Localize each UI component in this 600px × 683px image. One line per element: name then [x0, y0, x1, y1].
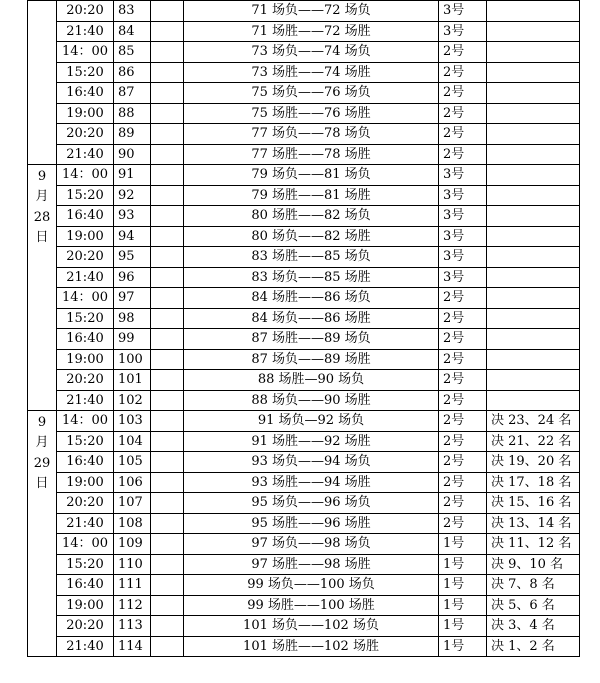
date-char: 9 [37, 169, 47, 184]
ranking-cell [487, 390, 580, 411]
time-cell: 20:20 [57, 616, 114, 637]
matchup-cell: 97 场胜——98 场胜 [184, 554, 439, 575]
blank-cell [151, 411, 184, 432]
table-row [28, 247, 580, 268]
match-number-cell: 89 [114, 124, 151, 145]
blank-cell [151, 288, 184, 309]
match-number-cell: 97 [114, 288, 151, 309]
court-cell: 3号 [439, 165, 487, 186]
ranking-cell [487, 370, 580, 391]
blank-cell [151, 493, 184, 514]
table-row [28, 42, 580, 63]
ranking-cell: 决 23、24 名 [487, 411, 580, 432]
table-row [28, 124, 580, 145]
matchup-cell: 101 场胜——102 场胜 [184, 636, 439, 657]
date-char: 9 [37, 415, 47, 430]
match-number-cell: 83 [114, 1, 151, 22]
time-cell: 14：00 [57, 42, 114, 63]
matchup-cell: 95 场负——96 场负 [184, 493, 439, 514]
match-number-cell: 104 [114, 431, 151, 452]
time-cell: 19:00 [57, 226, 114, 247]
blank-cell [151, 329, 184, 350]
match-number-cell: 93 [114, 206, 151, 227]
schedule-body [28, 1, 580, 657]
blank-cell [151, 595, 184, 616]
blank-cell [151, 349, 184, 370]
blank-cell [151, 124, 184, 145]
time-cell: 16:40 [57, 206, 114, 227]
court-cell: 2号 [439, 513, 487, 534]
ranking-cell [487, 349, 580, 370]
matchup-cell: 99 场胜——100 场胜 [184, 595, 439, 616]
match-number-cell: 90 [114, 144, 151, 165]
time-cell: 16:40 [57, 83, 114, 104]
ranking-cell [487, 206, 580, 227]
ranking-cell: 决 5、6 名 [487, 595, 580, 616]
matchup-cell: 80 场负——82 场胜 [184, 226, 439, 247]
match-number-cell: 112 [114, 595, 151, 616]
court-cell: 2号 [439, 431, 487, 452]
matchup-cell: 71 场负——72 场负 [184, 1, 439, 22]
blank-cell [151, 554, 184, 575]
date-char: 28 [33, 209, 51, 225]
schedule-table [27, 0, 580, 657]
match-number-cell: 95 [114, 247, 151, 268]
time-cell: 21:40 [57, 144, 114, 165]
court-cell: 1号 [439, 534, 487, 555]
match-number-cell: 91 [114, 165, 151, 186]
table-row [28, 493, 580, 514]
ranking-cell [487, 185, 580, 206]
blank-cell [151, 616, 184, 637]
table-row [28, 308, 580, 329]
date-char: 日 [35, 229, 49, 245]
matchup-cell: 97 场负——98 场负 [184, 534, 439, 555]
match-number-cell: 114 [114, 636, 151, 657]
court-cell: 3号 [439, 1, 487, 22]
time-cell: 16:40 [57, 452, 114, 473]
blank-cell [151, 83, 184, 104]
table-row [28, 144, 580, 165]
court-cell: 1号 [439, 595, 487, 616]
court-cell: 3号 [439, 185, 487, 206]
table-row [28, 595, 580, 616]
blank-cell [151, 370, 184, 391]
ranking-cell [487, 247, 580, 268]
table-row [28, 431, 580, 452]
court-cell: 2号 [439, 411, 487, 432]
date-cell [28, 165, 57, 411]
table-row [28, 288, 580, 309]
court-cell: 2号 [439, 42, 487, 63]
matchup-cell: 71 场胜——72 场胜 [184, 21, 439, 42]
table-row [28, 206, 580, 227]
blank-cell [151, 513, 184, 534]
blank-cell [151, 636, 184, 657]
time-cell: 19:00 [57, 103, 114, 124]
ranking-cell: 决 7、8 名 [487, 575, 580, 596]
court-cell: 3号 [439, 21, 487, 42]
match-number-cell: 106 [114, 472, 151, 493]
court-cell: 1号 [439, 554, 487, 575]
match-number-cell: 102 [114, 390, 151, 411]
time-cell: 16:40 [57, 575, 114, 596]
time-cell: 15:20 [57, 185, 114, 206]
blank-cell [151, 165, 184, 186]
ranking-cell [487, 103, 580, 124]
blank-cell [151, 206, 184, 227]
table-row [28, 616, 580, 637]
court-cell: 1号 [439, 636, 487, 657]
time-cell: 14：00 [57, 288, 114, 309]
blank-cell [151, 185, 184, 206]
match-number-cell: 85 [114, 42, 151, 63]
time-cell: 20:20 [57, 370, 114, 391]
ranking-cell [487, 144, 580, 165]
court-cell: 1号 [439, 575, 487, 596]
table-row [28, 411, 580, 432]
ranking-cell [487, 288, 580, 309]
time-cell: 15:20 [57, 554, 114, 575]
ranking-cell [487, 62, 580, 83]
matchup-cell: 79 场胜——81 场胜 [184, 185, 439, 206]
matchup-cell: 73 场负——74 场负 [184, 42, 439, 63]
matchup-cell: 88 场胜—90 场负 [184, 370, 439, 391]
time-cell: 21:40 [57, 390, 114, 411]
blank-cell [151, 1, 184, 22]
match-number-cell: 111 [114, 575, 151, 596]
time-cell: 14：00 [57, 534, 114, 555]
date-char: 日 [35, 475, 49, 491]
court-cell: 3号 [439, 206, 487, 227]
table-row [28, 267, 580, 288]
date-char: 月 [35, 189, 49, 205]
table-row [28, 226, 580, 247]
date-cell [28, 1, 57, 165]
table-row [28, 452, 580, 473]
matchup-cell: 80 场胜——82 场负 [184, 206, 439, 227]
matchup-cell: 95 场胜——96 场胜 [184, 513, 439, 534]
ranking-cell [487, 308, 580, 329]
ranking-cell: 决 3、4 名 [487, 616, 580, 637]
blank-cell [151, 144, 184, 165]
ranking-cell [487, 83, 580, 104]
matchup-cell: 88 场负——90 场胜 [184, 390, 439, 411]
match-number-cell: 86 [114, 62, 151, 83]
matchup-cell: 84 场胜——86 场负 [184, 288, 439, 309]
table-row [28, 575, 580, 596]
matchup-cell: 77 场胜——78 场胜 [184, 144, 439, 165]
blank-cell [151, 308, 184, 329]
ranking-cell [487, 267, 580, 288]
match-number-cell: 101 [114, 370, 151, 391]
blank-cell [151, 575, 184, 596]
blank-cell [151, 62, 184, 83]
match-number-cell: 105 [114, 452, 151, 473]
blank-cell [151, 247, 184, 268]
time-cell: 15:20 [57, 431, 114, 452]
court-cell: 2号 [439, 349, 487, 370]
matchup-cell: 73 场胜——74 场胜 [184, 62, 439, 83]
court-cell: 2号 [439, 370, 487, 391]
match-number-cell: 100 [114, 349, 151, 370]
time-cell: 16:40 [57, 329, 114, 350]
blank-cell [151, 103, 184, 124]
court-cell: 1号 [439, 616, 487, 637]
court-cell: 2号 [439, 124, 487, 145]
time-cell: 15:20 [57, 308, 114, 329]
table-row [28, 472, 580, 493]
court-cell: 2号 [439, 103, 487, 124]
table-row [28, 329, 580, 350]
court-cell: 2号 [439, 329, 487, 350]
table-row [28, 513, 580, 534]
table-row [28, 165, 580, 186]
time-cell: 19:00 [57, 595, 114, 616]
time-cell: 20:20 [57, 1, 114, 22]
blank-cell [151, 42, 184, 63]
table-row [28, 21, 580, 42]
matchup-cell: 87 场负——89 场胜 [184, 349, 439, 370]
ranking-cell [487, 21, 580, 42]
match-number-cell: 109 [114, 534, 151, 555]
court-cell: 2号 [439, 308, 487, 329]
court-cell: 2号 [439, 288, 487, 309]
blank-cell [151, 21, 184, 42]
table-row [28, 370, 580, 391]
court-cell: 2号 [439, 452, 487, 473]
match-number-cell: 103 [114, 411, 151, 432]
date-char: 29 [33, 455, 51, 471]
table-row [28, 534, 580, 555]
ranking-cell [487, 165, 580, 186]
blank-cell [151, 472, 184, 493]
matchup-cell: 84 场负——86 场胜 [184, 308, 439, 329]
blank-cell [151, 267, 184, 288]
time-cell: 21:40 [57, 21, 114, 42]
date-char: 月 [35, 435, 49, 451]
table-row [28, 554, 580, 575]
matchup-cell: 87 场胜——89 场负 [184, 329, 439, 350]
matchup-cell: 83 场负——85 场胜 [184, 267, 439, 288]
court-cell: 3号 [439, 226, 487, 247]
time-cell: 21:40 [57, 513, 114, 534]
date-cell [28, 411, 57, 657]
matchup-cell: 99 场负——100 场负 [184, 575, 439, 596]
court-cell: 2号 [439, 144, 487, 165]
matchup-cell: 101 场负——102 场负 [184, 616, 439, 637]
matchup-cell: 93 场胜——94 场胜 [184, 472, 439, 493]
match-number-cell: 87 [114, 83, 151, 104]
matchup-cell: 93 场负——94 场负 [184, 452, 439, 473]
court-cell: 2号 [439, 83, 487, 104]
matchup-cell: 83 场胜——85 场负 [184, 247, 439, 268]
ranking-cell: 决 1、2 名 [487, 636, 580, 657]
time-cell: 20:20 [57, 247, 114, 268]
ranking-cell: 决 17、18 名 [487, 472, 580, 493]
table-row [28, 349, 580, 370]
table-row [28, 83, 580, 104]
match-number-cell: 110 [114, 554, 151, 575]
table-row [28, 185, 580, 206]
matchup-cell: 75 场胜——76 场胜 [184, 103, 439, 124]
ranking-cell: 决 11、12 名 [487, 534, 580, 555]
time-cell: 14：00 [57, 411, 114, 432]
court-cell: 2号 [439, 493, 487, 514]
match-number-cell: 92 [114, 185, 151, 206]
court-cell: 2号 [439, 62, 487, 83]
ranking-cell [487, 1, 580, 22]
ranking-cell [487, 124, 580, 145]
table-row [28, 62, 580, 83]
blank-cell [151, 452, 184, 473]
ranking-cell: 决 13、14 名 [487, 513, 580, 534]
time-cell: 14：00 [57, 165, 114, 186]
match-number-cell: 94 [114, 226, 151, 247]
table-row [28, 1, 580, 22]
match-number-cell: 96 [114, 267, 151, 288]
time-cell: 19:00 [57, 349, 114, 370]
court-cell: 3号 [439, 247, 487, 268]
table-row [28, 636, 580, 657]
time-cell: 19:00 [57, 472, 114, 493]
time-cell: 15:20 [57, 62, 114, 83]
matchup-cell: 75 场负——76 场负 [184, 83, 439, 104]
match-number-cell: 107 [114, 493, 151, 514]
matchup-cell: 79 场负——81 场负 [184, 165, 439, 186]
blank-cell [151, 226, 184, 247]
match-number-cell: 88 [114, 103, 151, 124]
match-number-cell: 84 [114, 21, 151, 42]
match-number-cell: 99 [114, 329, 151, 350]
match-number-cell: 108 [114, 513, 151, 534]
court-cell: 2号 [439, 390, 487, 411]
match-number-cell: 113 [114, 616, 151, 637]
blank-cell [151, 431, 184, 452]
ranking-cell: 决 15、16 名 [487, 493, 580, 514]
table-row [28, 390, 580, 411]
court-cell: 2号 [439, 472, 487, 493]
time-cell: 20:20 [57, 493, 114, 514]
ranking-cell [487, 42, 580, 63]
ranking-cell: 决 19、20 名 [487, 452, 580, 473]
matchup-cell: 77 场负——78 场负 [184, 124, 439, 145]
match-number-cell: 98 [114, 308, 151, 329]
matchup-cell: 91 场负—92 场负 [184, 411, 439, 432]
blank-cell [151, 534, 184, 555]
ranking-cell: 决 21、22 名 [487, 431, 580, 452]
table-row [28, 103, 580, 124]
matchup-cell: 91 场胜——92 场胜 [184, 431, 439, 452]
time-cell: 21:40 [57, 267, 114, 288]
ranking-cell [487, 329, 580, 350]
court-cell: 3号 [439, 267, 487, 288]
ranking-cell [487, 226, 580, 247]
ranking-cell: 决 9、10 名 [487, 554, 580, 575]
time-cell: 20:20 [57, 124, 114, 145]
time-cell: 21:40 [57, 636, 114, 657]
blank-cell [151, 390, 184, 411]
